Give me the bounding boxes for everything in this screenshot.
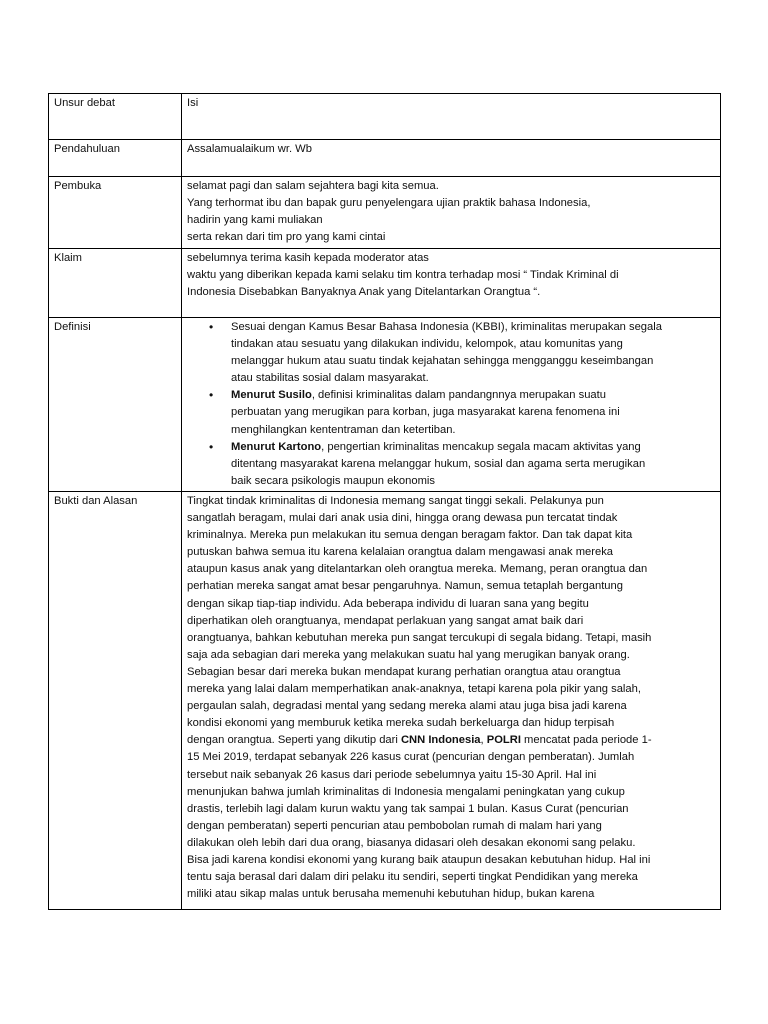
list-item: • Menurut Kartono, pengertian kriminalitas mencakup segala macam aktivitas yang ditentang masyarakat karena melanggar hukum, sosial dan agama serta merugikan baik secara psikologis maupun ekonomis [231,439,714,490]
bold-source-name: Menurut Kartono [231,440,322,453]
document-page [48,93,720,910]
pembuka-line: serta rekan dari tim pro yang kami cintai [187,231,386,244]
row-label-pendahuluan: Pendahuluan [49,140,182,177]
list-item: • Menurut Susilo, definisi kriminalitas dalam pandangnnya merupakan suatu perbuatan yang merugikan para korban, juga masyarakat karena fenomena ini menghilangkan kententraman dan ketertiban. [231,387,714,438]
table-row-pembuka [49,177,721,249]
table-header-row [49,94,721,140]
row-label-klaim: Klaim [49,249,182,318]
row-content-definisi [182,318,721,492]
debate-table [48,93,721,910]
table-row-klaim [49,249,721,318]
header-cell-isi: Isi [182,94,721,140]
klaim-line: Indonesia Disebabkan Banyaknya Anak yang Ditelantarkan Orangtua “. [187,286,541,299]
header-cell-unsur: Unsur debat [49,94,182,140]
row-content-bukti: Tingkat tindak kriminalitas di Indonesia memang sangat tinggi sekali. Pelakunya pun sangatlah beragam, mulai dari anak usia dini, hingga orang dewasa pun tercatat tindak kriminalnya. Mereka pun melakukan itu semua dengan beragam faktor. Dan tak dapat kita putuskan bahwa semua itu karena kelalaian orangtua dalam mengawasi anak mereka ataupun kasus anak yang ditelantarkan oleh orangtua mereka. Memang, peran orangtua dan perhatian mereka sangat amat besar pengaruhnya. Namun, semua tetaplah bergantung dengan sikap tiap-tiap individu. Ada beberapa individu di luaran sana yang begitu diperhatikan oleh orangtuanya, mendapat perlakuan yang sangat amat baik dari orangtuanya, bahkan kebutuhan mereka pun sangat tercukupi di segala bidang. Tetapi, masih saja ada sebagian dari mereka yang melakukan suatu hal yang merugikan banyak orang. Sebagian besar dari mereka bukan mendapat kurang perhatian orangtua atau orangtua mereka yang lalai dalam memperhatikan anak-anaknya, tetapi karena pola pikir yang salah, pergaulan salah, degradasi mental yang sedang mereka alami atau juga bisa jadi karena kondisi ekonomi yang memburuk ketika mereka sudah berkeluarga dan hidup terpisah dengan orangtua. Seperti yang dikutip dari CNN Indonesia, POLRI mencatat pada periode 1- 15 Mei 2019, terdapat sebanyak 226 kasus curat (pencurian dengan pemberatan). Jumlah tersebut naik sebanyak 26 kasus dari periode sebelumnya yaitu 15-30 April. Hal ini menunjukan bahwa jumlah kriminalitas di Indonesia mengalami peningkatan yang cukup drastis, terlebih lagi dalam kurun waktu yang tak sampai 1 bulan. Kasus Curat (pencurian dengan pemberatan) seperti pencurian atau pembobolan rumah di malam hari yang dilakukan oleh lebih dari dua orang, biasanya didasari oleh desakan ekonomi sang pelaku. Bisa jadi karena kondisi ekonomi yang kurang baik ataupun desakan kebutuhan hidup. Hal ini tentu saja berasal dari dalam diri pelaku itu sendiri, seperti tingkat Pendidikan yang mereka miliki atau sikap malas untuk berusaha memenuhi kebutuhan hidup, bukan karena [182,492,721,910]
bold-source-cnn: CNN Indonesia [400,734,481,747]
klaim-line: sebelumnya terima kasih kepada moderator atas [187,252,429,264]
bold-source-name: Menurut Susilo [231,389,312,402]
row-label-definisi: Definisi [49,318,182,492]
bold-source-polri: POLRI [486,734,521,747]
table-row-bukti [49,492,721,910]
table-row-pendahuluan [49,140,721,177]
pembuka-line: selamat pagi dan salam sejahtera bagi kita semua. [187,180,439,192]
definisi-list [187,319,714,490]
pembuka-line: hadirin yang kami muliakan [187,214,323,227]
klaim-line: waktu yang diberikan kepada kami selaku tim kontra terhadap mosi “ Tindak Kriminal di [187,269,619,282]
row-content-pembuka [182,177,721,249]
row-label-pembuka: Pembuka [49,177,182,249]
table-row-definisi [49,318,721,492]
row-label-bukti: Bukti dan Alasan [49,492,182,910]
pembuka-line: Yang terhormat ibu dan bapak guru penyelengara ujian praktik bahasa Indonesia, [187,197,591,210]
row-content-pendahuluan: Assalamualaikum wr. Wb [182,140,721,177]
list-item: • Sesuai dengan Kamus Besar Bahasa Indonesia (KBBI), kriminalitas merupakan segala tindakan atau sesuatu yang dilakukan individu, kelompok, atau komunitas yang melanggar hukum atau suatu tindak kejahatan sehingga mengganggu keseimbangan atau stabilitas sosial dalam masyarakat. [231,319,714,387]
row-content-klaim [182,249,721,318]
